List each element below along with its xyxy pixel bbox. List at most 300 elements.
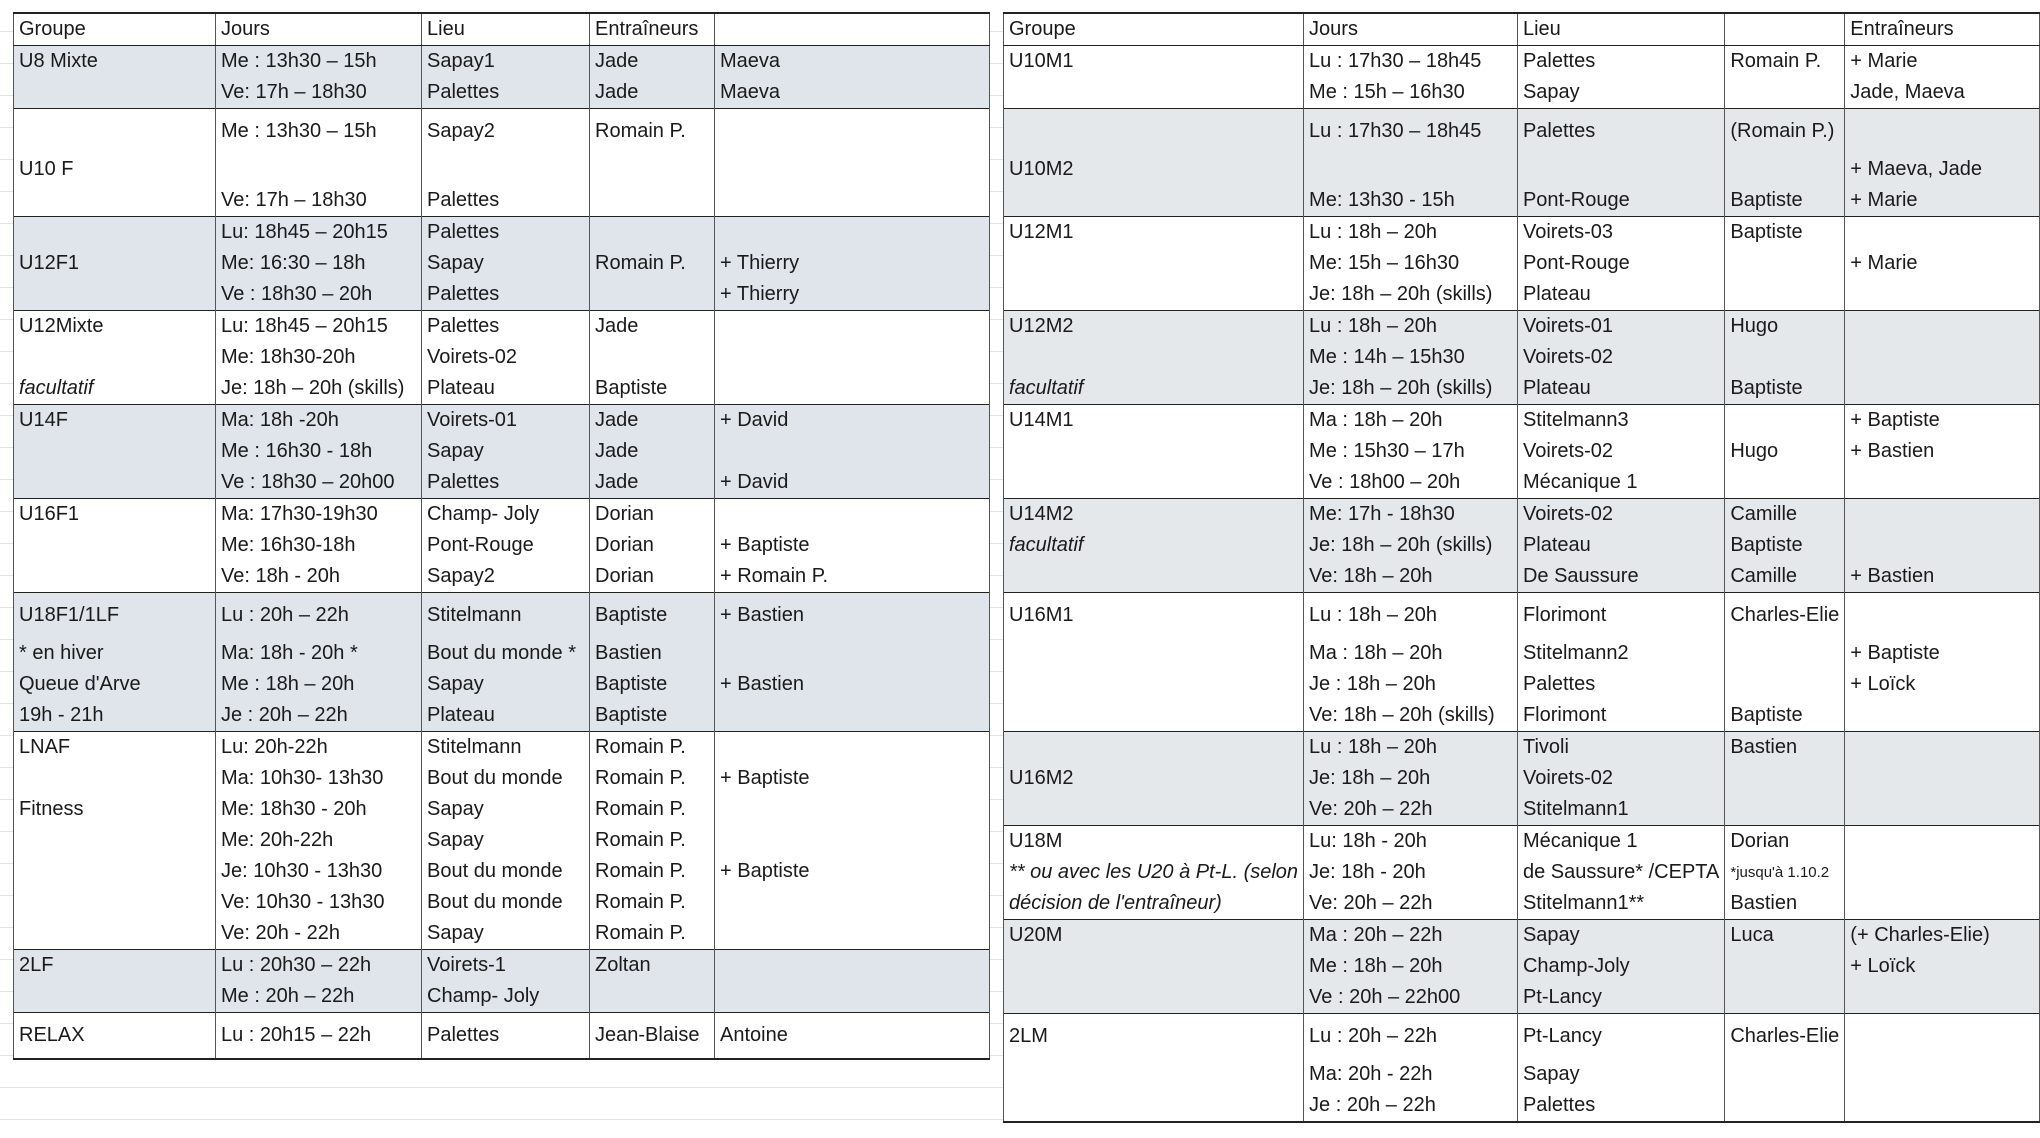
cell-entraineur[interactable]: [590, 342, 715, 373]
cell-entraineur[interactable]: Camille: [1725, 561, 1845, 593]
cell-groupe[interactable]: facultatif: [1004, 373, 1304, 405]
cell-entraineur[interactable]: Romain P.: [590, 248, 715, 279]
cell-groupe[interactable]: [14, 217, 216, 249]
cell-lieu[interactable]: Palettes: [1517, 669, 1724, 700]
cell-lieu[interactable]: Bout du monde: [422, 856, 590, 887]
cell-entraineur[interactable]: [1725, 467, 1845, 499]
cell-groupe[interactable]: Fitness: [14, 794, 216, 825]
cell-jours[interactable]: Me : 13h30 – 15h: [216, 46, 422, 78]
cell-entraineur-extra[interactable]: + Bastien: [715, 593, 990, 639]
cell-lieu[interactable]: Plateau: [422, 700, 590, 732]
cell-entraineur-extra[interactable]: + Maeva, Jade: [1845, 154, 2040, 185]
cell-groupe[interactable]: U12M2: [1004, 311, 1304, 343]
cell-entraineur[interactable]: Romain P.: [590, 732, 715, 764]
cell-entraineur-extra[interactable]: (+ Charles-Elie): [1845, 920, 2040, 952]
cell-jours[interactable]: Me : 15h30 – 17h: [1304, 436, 1518, 467]
cell-entraineur[interactable]: Jean-Blaise: [590, 1013, 715, 1060]
header-cell-groupe[interactable]: Groupe: [14, 13, 216, 46]
cell-groupe[interactable]: [1004, 342, 1304, 373]
cell-jours[interactable]: Me : 18h – 20h: [1304, 951, 1518, 982]
cell-entraineur-extra[interactable]: Antoine: [715, 1013, 990, 1060]
cell-jours[interactable]: Ma: 18h -20h: [216, 405, 422, 437]
cell-lieu[interactable]: Palettes: [422, 1013, 590, 1060]
cell-groupe[interactable]: [1004, 185, 1304, 217]
cell-entraineur[interactable]: Romain P.: [590, 763, 715, 794]
cell-lieu[interactable]: Voirets-01: [422, 405, 590, 437]
cell-lieu[interactable]: Palettes: [422, 185, 590, 217]
cell-jours[interactable]: Lu : 20h30 – 22h: [216, 950, 422, 982]
cell-groupe[interactable]: [1004, 436, 1304, 467]
cell-groupe[interactable]: U16F1: [14, 499, 216, 531]
cell-jours[interactable]: Lu : 17h30 – 18h45: [1304, 109, 1518, 155]
cell-groupe[interactable]: [1004, 982, 1304, 1014]
cell-groupe[interactable]: * en hiver: [14, 638, 216, 669]
cell-jours[interactable]: Me : 13h30 – 15h: [216, 109, 422, 155]
cell-entraineur[interactable]: Jade: [590, 436, 715, 467]
cell-entraineur-extra[interactable]: + Marie: [1845, 248, 2040, 279]
cell-jours[interactable]: Me: 18h30 - 20h: [216, 794, 422, 825]
cell-entraineur[interactable]: Jade: [590, 311, 715, 343]
cell-entraineur-extra[interactable]: + Baptiste: [1845, 405, 2040, 437]
cell-jours[interactable]: Ve: 17h – 18h30: [216, 77, 422, 109]
cell-entraineur-extra[interactable]: [1845, 467, 2040, 499]
cell-lieu[interactable]: Plateau: [422, 373, 590, 405]
cell-groupe[interactable]: [1004, 248, 1304, 279]
cell-entraineur-extra[interactable]: + Bastien: [1845, 436, 2040, 467]
cell-groupe[interactable]: U12M1: [1004, 217, 1304, 249]
cell-groupe[interactable]: facultatif: [14, 373, 216, 405]
cell-entraineur[interactable]: Charles-Elie: [1725, 593, 1845, 639]
cell-entraineur[interactable]: Luca: [1725, 920, 1845, 952]
cell-entraineur[interactable]: [590, 981, 715, 1013]
cell-jours[interactable]: Ve : 18h00 – 20h: [1304, 467, 1518, 499]
cell-entraineur[interactable]: Romain P.: [590, 856, 715, 887]
cell-groupe[interactable]: U10M2: [1004, 154, 1304, 185]
cell-entraineur-extra[interactable]: [715, 185, 990, 217]
cell-entraineur-extra[interactable]: [1845, 1059, 2040, 1090]
cell-lieu[interactable]: Pont-Rouge: [422, 530, 590, 561]
cell-entraineur-extra[interactable]: [715, 700, 990, 732]
cell-entraineur[interactable]: Romain P.: [590, 825, 715, 856]
cell-lieu[interactable]: De Saussure: [1517, 561, 1724, 593]
cell-entraineur[interactable]: Baptiste: [590, 700, 715, 732]
cell-lieu[interactable]: Stitelmann: [422, 732, 590, 764]
cell-jours[interactable]: Me: 16:30 – 18h: [216, 248, 422, 279]
cell-groupe[interactable]: [14, 109, 216, 155]
cell-lieu[interactable]: Sapay: [422, 825, 590, 856]
cell-jours[interactable]: Je: 18h - 20h: [1304, 857, 1518, 888]
cell-entraineur[interactable]: Baptiste: [590, 373, 715, 405]
cell-entraineur-extra[interactable]: [715, 373, 990, 405]
cell-entraineur[interactable]: [1725, 77, 1845, 109]
cell-groupe[interactable]: [14, 342, 216, 373]
cell-entraineur-extra[interactable]: [1845, 888, 2040, 920]
cell-entraineur-extra[interactable]: [1845, 499, 2040, 531]
cell-entraineur[interactable]: Hugo: [1725, 311, 1845, 343]
cell-entraineur[interactable]: Baptiste: [590, 593, 715, 639]
cell-groupe[interactable]: [14, 561, 216, 593]
cell-lieu[interactable]: Sapay: [422, 794, 590, 825]
cell-lieu[interactable]: Tivoli: [1517, 732, 1724, 764]
cell-groupe[interactable]: [14, 279, 216, 311]
cell-jours[interactable]: Ma: 10h30- 13h30: [216, 763, 422, 794]
cell-lieu[interactable]: Voirets-02: [1517, 436, 1724, 467]
cell-entraineur-extra[interactable]: [715, 311, 990, 343]
cell-lieu[interactable]: Voirets-02: [422, 342, 590, 373]
cell-groupe[interactable]: [14, 185, 216, 217]
cell-groupe[interactable]: 2LM: [1004, 1014, 1304, 1060]
cell-lieu[interactable]: Palettes: [1517, 46, 1724, 78]
cell-jours[interactable]: Je: 10h30 - 13h30: [216, 856, 422, 887]
cell-lieu[interactable]: Voirets-02: [1517, 499, 1724, 531]
cell-entraineur-extra[interactable]: [715, 109, 990, 155]
cell-jours[interactable]: Lu : 18h – 20h: [1304, 593, 1518, 639]
cell-entraineur[interactable]: Jade: [590, 467, 715, 499]
cell-jours[interactable]: Lu : 20h – 22h: [216, 593, 422, 639]
cell-entraineur[interactable]: Romain P.: [590, 887, 715, 918]
cell-lieu[interactable]: Champ- Joly: [422, 499, 590, 531]
cell-jours[interactable]: Ve : 20h – 22h00: [1304, 982, 1518, 1014]
cell-jours[interactable]: Ve: 17h – 18h30: [216, 185, 422, 217]
cell-entraineur[interactable]: [1725, 1059, 1845, 1090]
cell-entraineur-extra[interactable]: + Baptiste: [1845, 638, 2040, 669]
cell-jours[interactable]: Me: 13h30 - 15h: [1304, 185, 1518, 217]
cell-entraineur[interactable]: (Romain P.): [1725, 109, 1845, 155]
cell-jours[interactable]: Ve: 10h30 - 13h30: [216, 887, 422, 918]
cell-groupe[interactable]: [1004, 1090, 1304, 1122]
cell-lieu[interactable]: Palettes: [422, 311, 590, 343]
cell-groupe[interactable]: ** ou avec les U20 à Pt-L. (selon: [1004, 857, 1304, 888]
cell-groupe[interactable]: [1004, 1059, 1304, 1090]
cell-lieu[interactable]: Mécanique 1: [1517, 467, 1724, 499]
cell-entraineur-extra[interactable]: [715, 638, 990, 669]
cell-entraineur-extra[interactable]: + Romain P.: [715, 561, 990, 593]
cell-lieu[interactable]: Pt-Lancy: [1517, 982, 1724, 1014]
cell-entraineur[interactable]: [1725, 154, 1845, 185]
cell-lieu[interactable]: [1517, 154, 1724, 185]
cell-entraineur[interactable]: Jade: [590, 77, 715, 109]
cell-entraineur-extra[interactable]: [715, 794, 990, 825]
cell-entraineur-extra[interactable]: Maeva: [715, 46, 990, 78]
cell-lieu[interactable]: Sapay: [1517, 920, 1724, 952]
cell-groupe[interactable]: [1004, 669, 1304, 700]
cell-entraineur-extra[interactable]: [715, 825, 990, 856]
cell-jours[interactable]: Me : 16h30 - 18h: [216, 436, 422, 467]
cell-groupe[interactable]: U10M1: [1004, 46, 1304, 78]
cell-lieu[interactable]: Sapay2: [422, 109, 590, 155]
cell-groupe[interactable]: U12Mixte: [14, 311, 216, 343]
cell-lieu[interactable]: [422, 154, 590, 185]
cell-jours[interactable]: Ve: 20h – 22h: [1304, 794, 1518, 826]
cell-entraineur-extra[interactable]: + David: [715, 467, 990, 499]
cell-entraineur[interactable]: [1725, 248, 1845, 279]
cell-entraineur[interactable]: Romain P.: [1725, 46, 1845, 78]
cell-entraineur-extra[interactable]: [1845, 857, 2040, 888]
cell-groupe[interactable]: U14F: [14, 405, 216, 437]
cell-groupe[interactable]: U16M2: [1004, 763, 1304, 794]
cell-lieu[interactable]: Stitelmann: [422, 593, 590, 639]
cell-groupe[interactable]: [1004, 732, 1304, 764]
cell-entraineur[interactable]: Baptiste: [1725, 185, 1845, 217]
cell-jours[interactable]: Ma: 18h - 20h *: [216, 638, 422, 669]
cell-jours[interactable]: Ma : 18h – 20h: [1304, 638, 1518, 669]
cell-jours[interactable]: Lu: 20h-22h: [216, 732, 422, 764]
header-cell-entraineur[interactable]: Entraîneurs: [590, 13, 715, 46]
cell-entraineur-extra[interactable]: [1845, 700, 2040, 732]
cell-entraineur[interactable]: Dorian: [590, 561, 715, 593]
cell-groupe[interactable]: U8 Mixte: [14, 46, 216, 78]
cell-lieu[interactable]: Palettes: [422, 217, 590, 249]
cell-groupe[interactable]: U20M: [1004, 920, 1304, 952]
cell-groupe[interactable]: [1004, 700, 1304, 732]
cell-lieu[interactable]: Pont-Rouge: [1517, 185, 1724, 217]
cell-lieu[interactable]: Sapay1: [422, 46, 590, 78]
cell-jours[interactable]: Je : 20h – 22h: [216, 700, 422, 732]
cell-groupe[interactable]: [14, 825, 216, 856]
cell-entraineur[interactable]: Hugo: [1725, 436, 1845, 467]
cell-lieu[interactable]: Sapay2: [422, 561, 590, 593]
cell-lieu[interactable]: Florimont: [1517, 593, 1724, 639]
cell-groupe[interactable]: RELAX: [14, 1013, 216, 1060]
cell-entraineur[interactable]: Baptiste: [590, 669, 715, 700]
cell-jours[interactable]: Me: 20h-22h: [216, 825, 422, 856]
cell-groupe[interactable]: [1004, 279, 1304, 311]
cell-groupe[interactable]: [14, 530, 216, 561]
cell-groupe[interactable]: 19h - 21h: [14, 700, 216, 732]
cell-lieu[interactable]: Sapay: [1517, 1059, 1724, 1090]
cell-entraineur-extra[interactable]: [715, 217, 990, 249]
header-cell-jours[interactable]: Jours: [216, 13, 422, 46]
cell-jours[interactable]: Me : 20h – 22h: [216, 981, 422, 1013]
cell-entraineur-extra[interactable]: [1845, 530, 2040, 561]
cell-jours[interactable]: [1304, 154, 1518, 185]
cell-lieu[interactable]: Pt-Lancy: [1517, 1014, 1724, 1060]
cell-jours[interactable]: Lu : 20h15 – 22h: [216, 1013, 422, 1060]
cell-jours[interactable]: Lu : 18h – 20h: [1304, 217, 1518, 249]
cell-jours[interactable]: Ma : 18h – 20h: [1304, 405, 1518, 437]
cell-jours[interactable]: Lu : 17h30 – 18h45: [1304, 46, 1518, 78]
cell-entraineur-extra[interactable]: + Baptiste: [715, 530, 990, 561]
cell-entraineur-extra[interactable]: [1845, 1014, 2040, 1060]
cell-jours[interactable]: Me: 16h30-18h: [216, 530, 422, 561]
cell-entraineur[interactable]: Jade: [590, 46, 715, 78]
header-cell-lieu[interactable]: Lieu: [422, 13, 590, 46]
cell-entraineur-extra[interactable]: [1845, 763, 2040, 794]
cell-jours[interactable]: Lu: 18h - 20h: [1304, 826, 1518, 858]
cell-lieu[interactable]: Pont-Rouge: [1517, 248, 1724, 279]
cell-groupe[interactable]: [14, 918, 216, 950]
cell-entraineur-extra[interactable]: [715, 918, 990, 950]
cell-lieu[interactable]: Palettes: [422, 77, 590, 109]
cell-lieu[interactable]: Plateau: [1517, 279, 1724, 311]
cell-entraineur-extra[interactable]: + Loïck: [1845, 951, 2040, 982]
cell-jours[interactable]: Je: 18h – 20h (skills): [1304, 279, 1518, 311]
cell-entraineur[interactable]: Zoltan: [590, 950, 715, 982]
header-cell-entraineur[interactable]: [1725, 13, 1845, 46]
cell-lieu[interactable]: de Saussure* /CEPTA: [1517, 857, 1724, 888]
cell-entraineur[interactable]: [1725, 982, 1845, 1014]
cell-jours[interactable]: Je: 18h – 20h (skills): [1304, 530, 1518, 561]
cell-groupe[interactable]: U16M1: [1004, 593, 1304, 639]
cell-entraineur-extra[interactable]: + Baptiste: [715, 763, 990, 794]
cell-entraineur-extra[interactable]: [715, 154, 990, 185]
cell-jours[interactable]: Ve: 20h - 22h: [216, 918, 422, 950]
cell-groupe[interactable]: U18M: [1004, 826, 1304, 858]
cell-groupe[interactable]: Queue d'Arve: [14, 669, 216, 700]
cell-lieu[interactable]: Florimont: [1517, 700, 1724, 732]
header-cell-jours[interactable]: Jours: [1304, 13, 1518, 46]
cell-lieu[interactable]: Sapay: [422, 248, 590, 279]
cell-groupe[interactable]: [1004, 794, 1304, 826]
cell-entraineur[interactable]: Baptiste: [1725, 217, 1845, 249]
header-cell-entraineur-extra[interactable]: [715, 13, 990, 46]
cell-lieu[interactable]: Palettes: [1517, 1090, 1724, 1122]
cell-groupe[interactable]: [14, 887, 216, 918]
cell-entraineur-extra[interactable]: [715, 436, 990, 467]
cell-lieu[interactable]: Plateau: [1517, 373, 1724, 405]
cell-entraineur[interactable]: [1725, 279, 1845, 311]
cell-entraineur[interactable]: Charles-Elie: [1725, 1014, 1845, 1060]
cell-entraineur[interactable]: *jusqu'à 1.10.2: [1725, 857, 1845, 888]
cell-groupe[interactable]: [1004, 77, 1304, 109]
cell-entraineur[interactable]: Camille: [1725, 499, 1845, 531]
cell-entraineur-extra[interactable]: [715, 499, 990, 531]
cell-entraineur-extra[interactable]: + Marie: [1845, 185, 2040, 217]
cell-jours[interactable]: Je: 18h – 20h: [1304, 763, 1518, 794]
cell-jours[interactable]: Ve: 20h – 22h: [1304, 888, 1518, 920]
cell-lieu[interactable]: Sapay: [422, 669, 590, 700]
cell-entraineur-extra[interactable]: [1845, 279, 2040, 311]
cell-entraineur-extra[interactable]: [715, 887, 990, 918]
cell-entraineur-extra[interactable]: [1845, 982, 2040, 1014]
cell-jours[interactable]: Ve: 18h – 20h: [1304, 561, 1518, 593]
cell-entraineur[interactable]: Bastien: [1725, 888, 1845, 920]
cell-groupe[interactable]: U18F1/1LF: [14, 593, 216, 639]
cell-entraineur-extra[interactable]: [1845, 373, 2040, 405]
cell-groupe[interactable]: U14M1: [1004, 405, 1304, 437]
cell-jours[interactable]: Je: 18h – 20h (skills): [1304, 373, 1518, 405]
cell-entraineur-extra[interactable]: + Loïck: [1845, 669, 2040, 700]
cell-entraineur-extra[interactable]: [1845, 311, 2040, 343]
cell-entraineur-extra[interactable]: + Bastien: [1845, 561, 2040, 593]
cell-lieu[interactable]: Sapay: [1517, 77, 1724, 109]
cell-lieu[interactable]: Bout du monde: [422, 887, 590, 918]
cell-entraineur[interactable]: Romain P.: [590, 918, 715, 950]
cell-jours[interactable]: Ve : 18h30 – 20h00: [216, 467, 422, 499]
cell-lieu[interactable]: Plateau: [1517, 530, 1724, 561]
cell-jours[interactable]: Lu : 18h – 20h: [1304, 311, 1518, 343]
cell-jours[interactable]: Je : 18h – 20h: [1304, 669, 1518, 700]
cell-jours[interactable]: Lu : 18h – 20h: [1304, 732, 1518, 764]
cell-jours[interactable]: Lu: 18h45 – 20h15: [216, 311, 422, 343]
cell-lieu[interactable]: Voirets-01: [1517, 311, 1724, 343]
cell-groupe[interactable]: [14, 981, 216, 1013]
cell-jours[interactable]: Je: 18h – 20h (skills): [216, 373, 422, 405]
cell-entraineur-extra[interactable]: [1845, 109, 2040, 155]
cell-entraineur[interactable]: [1725, 1090, 1845, 1122]
cell-lieu[interactable]: Bout du monde *: [422, 638, 590, 669]
cell-entraineur[interactable]: [590, 279, 715, 311]
cell-groupe[interactable]: [1004, 638, 1304, 669]
cell-groupe[interactable]: [14, 436, 216, 467]
cell-lieu[interactable]: Stitelmann1: [1517, 794, 1724, 826]
cell-groupe[interactable]: [1004, 561, 1304, 593]
cell-jours[interactable]: Me: 17h - 18h30: [1304, 499, 1518, 531]
cell-groupe[interactable]: LNAF: [14, 732, 216, 764]
header-cell-groupe[interactable]: Groupe: [1004, 13, 1304, 46]
cell-lieu[interactable]: Stitelmann3: [1517, 405, 1724, 437]
cell-entraineur-extra[interactable]: [1845, 593, 2040, 639]
cell-entraineur-extra[interactable]: [1845, 1090, 2040, 1122]
cell-entraineur[interactable]: Jade: [590, 405, 715, 437]
cell-groupe[interactable]: [1004, 109, 1304, 155]
cell-jours[interactable]: Lu: 18h45 – 20h15: [216, 217, 422, 249]
cell-entraineur-extra[interactable]: [1845, 794, 2040, 826]
cell-lieu[interactable]: Palettes: [422, 279, 590, 311]
cell-entraineur[interactable]: [590, 185, 715, 217]
cell-entraineur-extra[interactable]: [715, 981, 990, 1013]
cell-entraineur-extra[interactable]: + Baptiste: [715, 856, 990, 887]
cell-entraineur[interactable]: [590, 154, 715, 185]
cell-groupe[interactable]: U12F1: [14, 248, 216, 279]
cell-entraineur[interactable]: [1725, 638, 1845, 669]
cell-jours[interactable]: Ma: 20h - 22h: [1304, 1059, 1518, 1090]
cell-entraineur-extra[interactable]: + David: [715, 405, 990, 437]
cell-entraineur-extra[interactable]: + Bastien: [715, 669, 990, 700]
cell-jours[interactable]: Ve : 18h30 – 20h: [216, 279, 422, 311]
cell-groupe[interactable]: [14, 856, 216, 887]
cell-entraineur[interactable]: Baptiste: [1725, 373, 1845, 405]
cell-groupe[interactable]: U14M2: [1004, 499, 1304, 531]
cell-entraineur-extra[interactable]: + Thierry: [715, 279, 990, 311]
cell-lieu[interactable]: Stitelmann2: [1517, 638, 1724, 669]
cell-entraineur[interactable]: Baptiste: [1725, 700, 1845, 732]
cell-jours[interactable]: Me: 15h – 16h30: [1304, 248, 1518, 279]
cell-lieu[interactable]: Sapay: [422, 918, 590, 950]
cell-lieu[interactable]: Voirets-1: [422, 950, 590, 982]
cell-lieu[interactable]: Palettes: [422, 467, 590, 499]
cell-groupe[interactable]: [1004, 951, 1304, 982]
cell-entraineur-extra[interactable]: [1845, 732, 2040, 764]
cell-jours[interactable]: Lu : 20h – 22h: [1304, 1014, 1518, 1060]
cell-lieu[interactable]: Champ-Joly: [1517, 951, 1724, 982]
cell-entraineur[interactable]: [1725, 763, 1845, 794]
cell-entraineur[interactable]: [1725, 342, 1845, 373]
cell-entraineur[interactable]: Dorian: [590, 530, 715, 561]
cell-entraineur[interactable]: Dorian: [1725, 826, 1845, 858]
cell-lieu[interactable]: Mécanique 1: [1517, 826, 1724, 858]
cell-lieu[interactable]: Stitelmann1**: [1517, 888, 1724, 920]
cell-jours[interactable]: [216, 154, 422, 185]
cell-entraineur[interactable]: Baptiste: [1725, 530, 1845, 561]
cell-entraineur[interactable]: Bastien: [590, 638, 715, 669]
cell-entraineur-extra[interactable]: Jade, Maeva: [1845, 77, 2040, 109]
cell-jours[interactable]: Me : 18h – 20h: [216, 669, 422, 700]
cell-entraineur[interactable]: [1725, 405, 1845, 437]
cell-lieu[interactable]: Palettes: [1517, 109, 1724, 155]
cell-entraineur[interactable]: [590, 217, 715, 249]
cell-jours[interactable]: Me: 18h30-20h: [216, 342, 422, 373]
cell-groupe[interactable]: facultatif: [1004, 530, 1304, 561]
cell-entraineur-extra[interactable]: [1845, 826, 2040, 858]
cell-jours[interactable]: Me : 15h – 16h30: [1304, 77, 1518, 109]
cell-groupe[interactable]: U10 F: [14, 154, 216, 185]
cell-entraineur-extra[interactable]: [1845, 342, 2040, 373]
header-cell-entraineur-extra[interactable]: Entraîneurs: [1845, 13, 2040, 46]
cell-lieu[interactable]: Voirets-03: [1517, 217, 1724, 249]
cell-entraineur[interactable]: Romain P.: [590, 794, 715, 825]
cell-groupe[interactable]: [14, 467, 216, 499]
